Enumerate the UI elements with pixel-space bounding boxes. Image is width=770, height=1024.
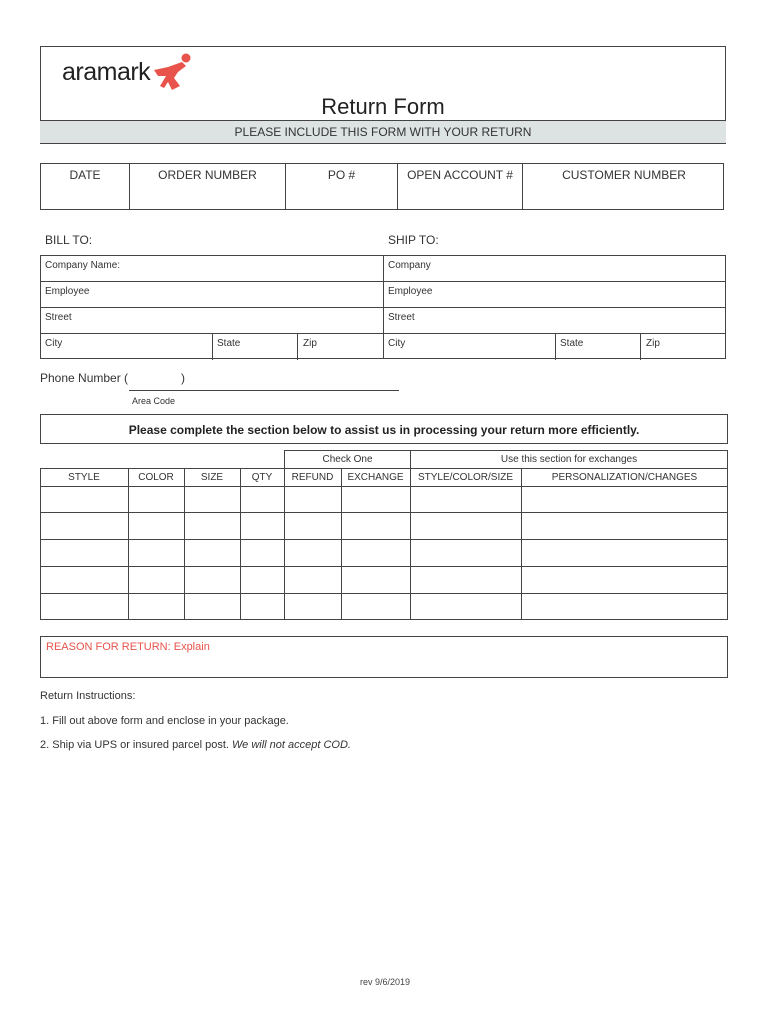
bill-employee-field[interactable] bbox=[41, 282, 383, 308]
table-row[interactable] bbox=[40, 594, 728, 620]
bill-street-label: Street bbox=[45, 312, 72, 323]
col-exchange: EXCHANGE bbox=[347, 472, 404, 483]
bill-to-block bbox=[40, 255, 384, 359]
page-title: Return Form bbox=[321, 94, 445, 119]
step-2-text: 2. Ship via UPS or insured parcel post. bbox=[40, 739, 232, 751]
bill-city-state-zip-row bbox=[41, 334, 383, 360]
ship-employee-field[interactable] bbox=[384, 282, 725, 308]
bill-company-label: Company Name: bbox=[45, 260, 121, 271]
ship-to-block bbox=[383, 255, 726, 359]
bill-company-field[interactable] bbox=[41, 256, 383, 282]
phone-number-field[interactable] bbox=[129, 390, 399, 391]
open-account-label: OPEN ACCOUNT # bbox=[407, 168, 513, 182]
revision-date: rev 9/6/2019 bbox=[359, 977, 411, 987]
phone-close-paren: ) bbox=[181, 371, 185, 385]
customer-number-label: CUSTOMER NUMBER bbox=[562, 168, 686, 182]
date-field[interactable] bbox=[41, 164, 130, 209]
area-code-label: Area Code bbox=[132, 396, 176, 406]
reason-for-return-field[interactable] bbox=[40, 636, 728, 678]
po-label: PO # bbox=[327, 168, 356, 182]
bill-city-label: City bbox=[45, 338, 63, 349]
customer-number-field[interactable] bbox=[523, 164, 725, 209]
banner-text: PLEASE INCLUDE THIS FORM WITH YOUR RETURN bbox=[234, 125, 532, 139]
col-refund: REFUND bbox=[291, 472, 334, 483]
instruction-step-2 bbox=[40, 739, 351, 751]
ship-zip-label: Zip bbox=[646, 338, 660, 349]
bill-zip-label: Zip bbox=[303, 338, 317, 349]
bill-state-label: State bbox=[217, 338, 241, 349]
bill-employee-label: Employee bbox=[45, 286, 90, 297]
ship-street-field[interactable] bbox=[384, 308, 725, 334]
col-size: SIZE bbox=[200, 472, 224, 483]
col-color: COLOR bbox=[138, 472, 174, 483]
table-row[interactable] bbox=[40, 487, 728, 513]
order-number-label: ORDER NUMBER bbox=[158, 168, 257, 182]
ship-street-label: Street bbox=[388, 312, 415, 323]
phone-label: Phone Number ( bbox=[40, 371, 129, 385]
instruction-step-1: 1. Fill out above form and enclose in your package. bbox=[40, 715, 289, 727]
table-row[interactable] bbox=[40, 567, 728, 594]
ship-to-heading: SHIP TO: bbox=[388, 233, 439, 247]
assist-note-text: Please complete the section below to assist us in processing your return more efficiently. bbox=[128, 423, 640, 437]
bill-zip-divider bbox=[297, 334, 298, 360]
ship-company-label: Company bbox=[388, 260, 431, 271]
logo-wordmark: aramark bbox=[62, 58, 151, 86]
ship-state-label: State bbox=[560, 338, 584, 349]
col-personalization: PERSONALIZATION/CHANGES bbox=[551, 472, 698, 483]
ship-city-label: City bbox=[388, 338, 406, 349]
order-info-table bbox=[40, 163, 724, 210]
bill-state-divider bbox=[212, 334, 213, 360]
table-row[interactable] bbox=[40, 513, 728, 540]
bill-street-field[interactable] bbox=[41, 308, 383, 334]
open-account-field[interactable] bbox=[398, 164, 523, 209]
order-number-field[interactable] bbox=[130, 164, 286, 209]
col-style-color-size: STYLE/COLOR/SIZE bbox=[417, 472, 514, 483]
assist-note-box bbox=[40, 414, 728, 444]
exchanges-heading: Use this section for exchanges bbox=[500, 454, 638, 465]
include-form-banner bbox=[40, 120, 726, 144]
date-label: DATE bbox=[69, 168, 101, 182]
logo-figure-icon bbox=[148, 52, 196, 92]
instructions-heading: Return Instructions: bbox=[40, 690, 136, 702]
no-cod-note: We will not accept COD. bbox=[231, 739, 351, 751]
aramark-logo bbox=[62, 58, 150, 87]
bill-to-heading: BILL TO: bbox=[45, 233, 93, 247]
ship-state-divider bbox=[555, 334, 556, 360]
ship-zip-divider bbox=[640, 334, 641, 360]
po-field[interactable] bbox=[286, 164, 398, 209]
col-style: STYLE bbox=[68, 472, 100, 483]
ship-employee-label: Employee bbox=[388, 286, 433, 297]
ship-city-state-zip-row bbox=[384, 334, 725, 360]
ship-company-field[interactable] bbox=[384, 256, 725, 282]
reason-label: REASON FOR RETURN: Explain bbox=[46, 641, 210, 653]
check-one-heading: Check One bbox=[322, 454, 373, 465]
table-row[interactable] bbox=[40, 540, 728, 567]
col-qty: QTY bbox=[251, 472, 273, 483]
